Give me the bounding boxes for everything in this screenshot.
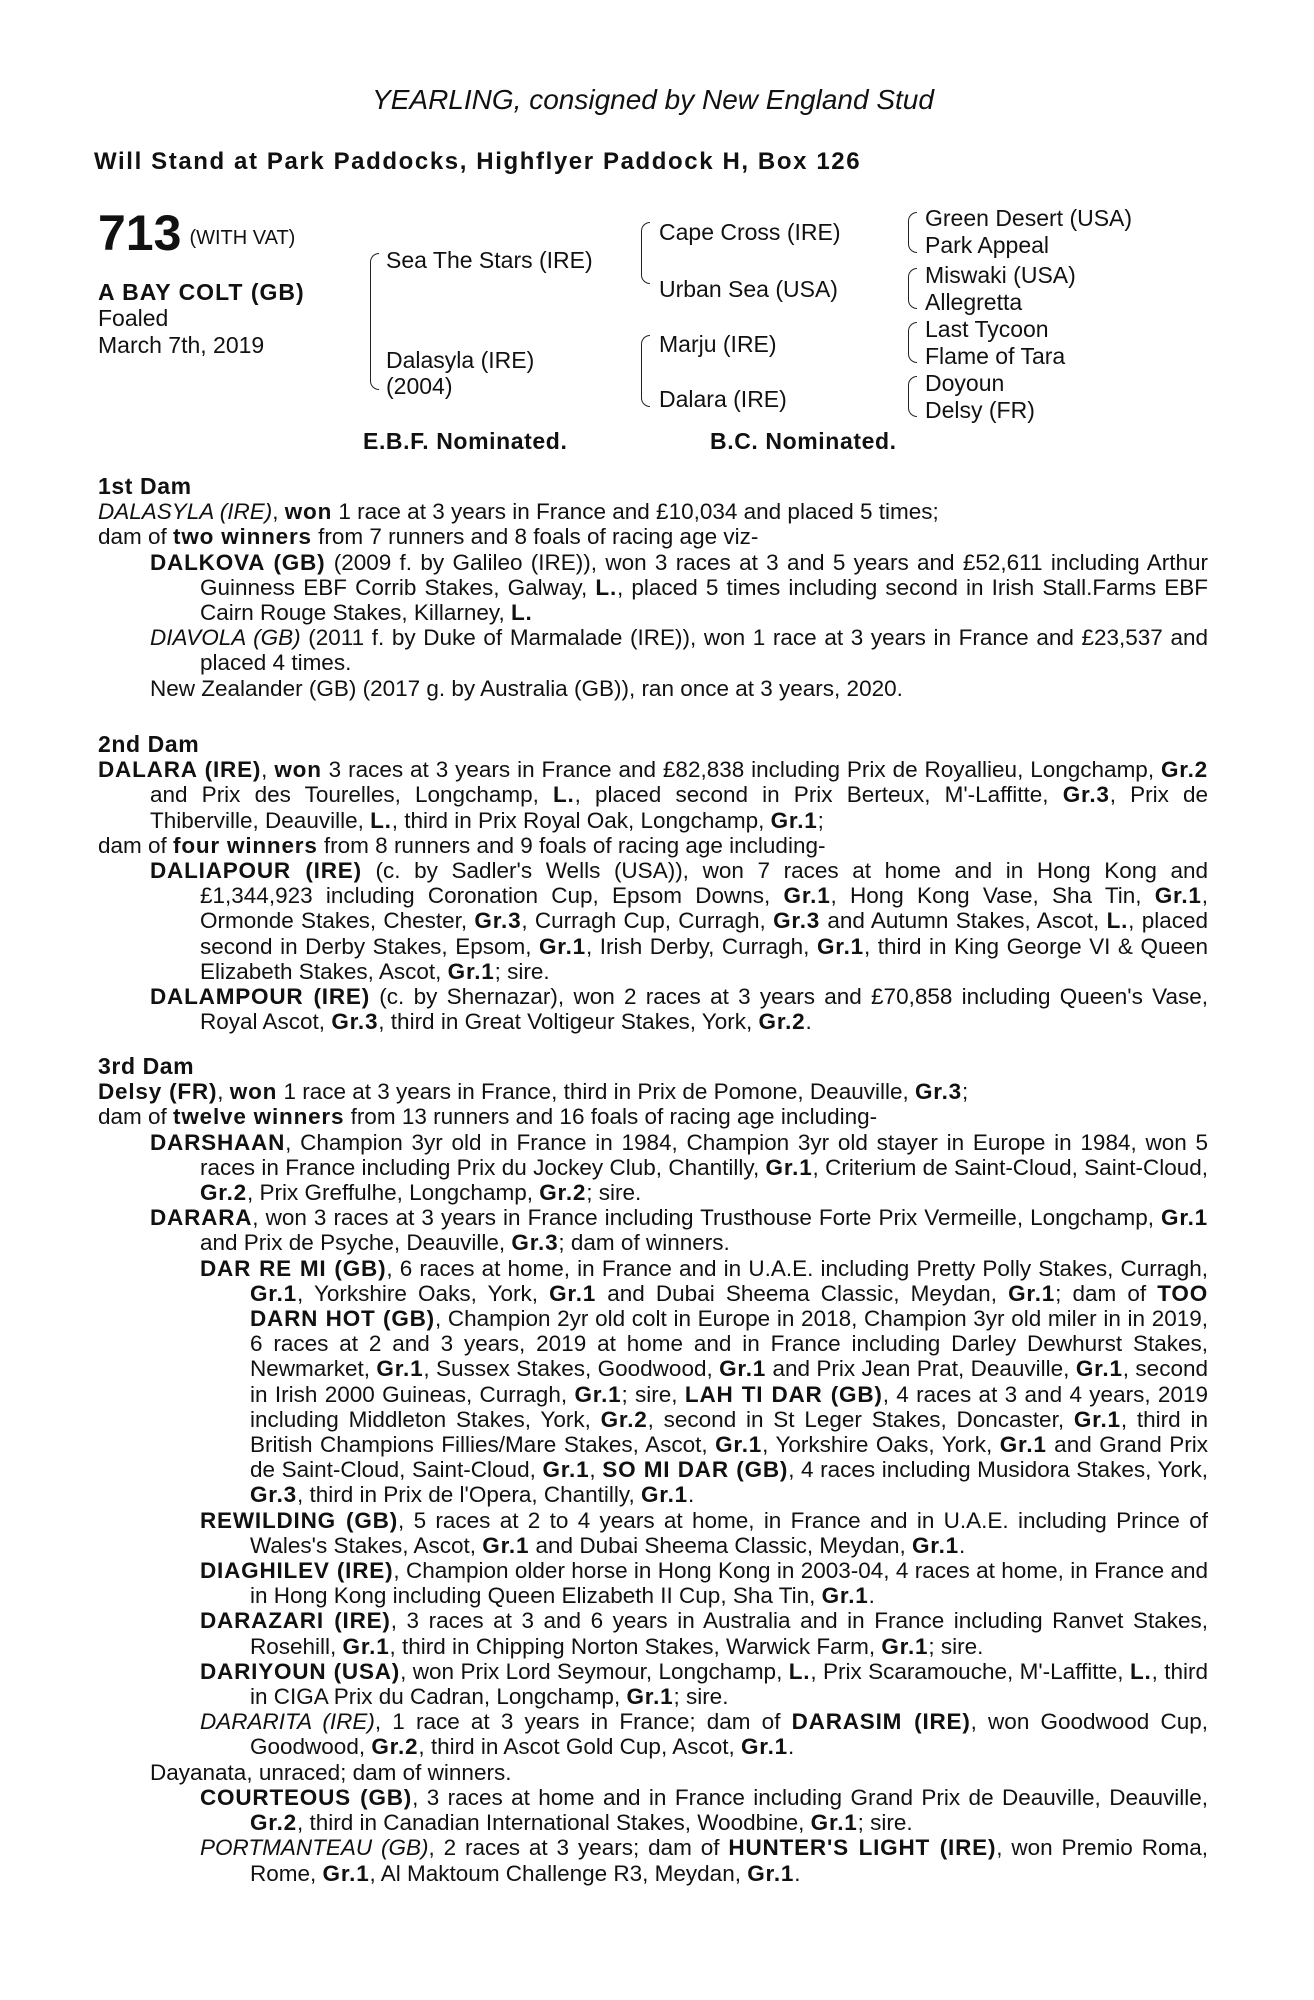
horse-name: HUNTER'S LIGHT (IRE) bbox=[728, 1835, 997, 1861]
dam-name: DALARA (IRE) bbox=[98, 757, 262, 783]
produce-entry: DALKOVA (GB) (2009 f. by Galileo (IRE)), won 3 races at 3 and 5 years and £52,611 including Arthur Guinness EBF Corrib Stakes, Galway, L., placed 5 times including second in Irish Stall.Farms EBF Cairn Rouge Stakes, Killarney, L. bbox=[150, 549, 1208, 626]
vat-note: (WITH VAT) bbox=[189, 227, 296, 249]
dam-year: (2004) bbox=[386, 373, 453, 399]
foaled-date: March 7th, 2019 bbox=[98, 332, 265, 358]
horse-name: REWILDING (GB) bbox=[200, 1507, 398, 1533]
second-dam-section bbox=[98, 732, 1208, 1034]
dam-name: Delsy (FR) bbox=[98, 1079, 218, 1105]
horse-name: PORTMANTEAU (GB) bbox=[200, 1835, 429, 1861]
ebf-nomination: E.B.F. Nominated. bbox=[363, 428, 568, 454]
pedigree-brace bbox=[908, 396, 917, 417]
produce-summary: dam of twelve winners from 13 runners and 16 foals of racing age including- bbox=[98, 1104, 878, 1130]
third-dam-section bbox=[98, 1054, 1208, 1886]
pedigree-brace bbox=[908, 322, 917, 343]
horse-name: DARSHAAN bbox=[150, 1129, 286, 1155]
produce-summary: dam of four winners from 8 runners and 9 foals of racing age including- bbox=[98, 832, 826, 858]
produce-entry: Dayanata, unraced; dam of winners. bbox=[150, 1759, 512, 1785]
produce-summary: dam of two winners from 7 runners and 8 foals of racing age viz- bbox=[98, 524, 759, 550]
descendant-entry: REWILDING (GB), 5 races at 2 to 4 years at home, in France and in U.A.E. including Prince of Wales's Stakes, Ascot, Gr.1 and Dubai Sheema Classic, Meydan, Gr.1. bbox=[200, 1507, 1208, 1558]
dam-record: Delsy (FR), won 1 race at 3 years in France, third in Prix de Pomone, Deauville, Gr.3; bbox=[98, 1079, 969, 1105]
dam-dam: Dalara (IRE) bbox=[659, 386, 787, 412]
produce-entry: DIAVOLA (GB) (2011 f. by Duke of Marmalade (IRE)), won 1 race at 3 years in France and £23,537 and placed 4 times. bbox=[150, 625, 1208, 676]
horse-name: LAH TI DAR (GB) bbox=[684, 1381, 883, 1407]
descendant-entry: DARARITA (IRE), 1 race at 3 years in France; dam of DARASIM (IRE), won Goodwood Cup, Goodwood, Gr.2, third in Ascot Gold Cup, Ascot, Gr.1. bbox=[200, 1709, 1209, 1760]
dam-name: Dalasyla (IRE) bbox=[386, 347, 535, 373]
sire-name: Sea The Stars (IRE) bbox=[386, 247, 593, 273]
horse-name: DIAGHILEV (IRE) bbox=[200, 1558, 394, 1584]
horse-name: DARAZARI (IRE) bbox=[200, 1608, 391, 1634]
horse-name: DARASIM (IRE) bbox=[791, 1709, 971, 1735]
pedigree-brace bbox=[641, 222, 650, 246]
foaled-block bbox=[98, 305, 264, 359]
foaled-label: Foaled bbox=[98, 305, 169, 331]
second-dam-heading: 2nd Dam bbox=[98, 731, 200, 757]
horse-name: DALAMPOUR (IRE) bbox=[150, 984, 371, 1010]
pedigree-brace bbox=[908, 342, 917, 363]
descendant-entry: COURTEOUS (GB), 3 races at home and in France including Grand Prix de Deauville, Deauville, Gr.2, third in Canadian International Stakes, Woodbine, Gr.1; sire. bbox=[200, 1784, 1208, 1836]
horse-name: DARARITA (IRE) bbox=[200, 1709, 375, 1735]
ggp-5: Last Tycoon bbox=[925, 316, 1049, 342]
ggp-4: Allegretta bbox=[925, 289, 1023, 315]
horse-name: DARARA bbox=[150, 1205, 253, 1231]
lot-description: A BAY COLT (GB) bbox=[98, 279, 305, 305]
produce-entry: DALIAPOUR (IRE) (c. by Sadler's Wells (USA)), won 7 races at home and in Hong Kong and £1,344,923 including Coronation Cup, Epsom Downs, Gr.1, Hong Kong Vase, Sha Tin, Gr.1, Ormonde Stakes, Chester, Gr.3, Curragh Cup, Curragh, Gr.3 and Autumn Stakes, Ascot, L., placed second in Derby Stakes, Epsom, Gr.1, Irish Derby, Curragh, Gr.1, third in King George VI & Queen Elizabeth Stakes, Ascot, Gr.1; sire. bbox=[150, 858, 1208, 984]
first-dam-heading: 1st Dam bbox=[98, 473, 192, 499]
ggp-1: Green Desert (USA) bbox=[925, 205, 1133, 231]
horse-name: DALKOVA (GB) bbox=[150, 549, 326, 575]
pedigree-brace bbox=[370, 253, 379, 319]
sire-dam: Urban Sea (USA) bbox=[659, 276, 838, 302]
ggp-7: Doyoun bbox=[925, 370, 1005, 396]
descendant-entry: PORTMANTEAU (GB), 2 races at 3 years; dam of HUNTER'S LIGHT (IRE), won Premio Roma, Rome, Gr.1, Al Maktoum Challenge R3, Meydan, Gr.1. bbox=[200, 1835, 1208, 1886]
horse-name: DALIAPOUR (IRE) bbox=[150, 858, 362, 884]
produce-entry: DALAMPOUR (IRE) (c. by Shernazar), won 2 races at 3 years and £70,858 including Queen's Vase, Royal Ascot, Gr.3, third in Great Voltigeur Stakes, York, Gr.2. bbox=[150, 984, 1208, 1035]
dam-name: DALASYLA (IRE) bbox=[98, 499, 273, 525]
dam-record: DALARA (IRE), won 3 races at 3 years in France and £82,838 including Prix de Royallieu, Longchamp, Gr.2 and Prix des Tourelles, Longchamp, L., placed second in Prix Berteux, M'-Laffitte, Gr.3, Prix de Thiberville, Deauville, L., third in Prix Royal Oak, Longchamp, Gr.1; bbox=[98, 757, 1208, 833]
ggp-2: Park Appeal bbox=[925, 232, 1050, 258]
third-dam-heading: 3rd Dam bbox=[98, 1053, 195, 1079]
descendant-entry: DARIYOUN (USA), won Prix Lord Seymour, Longchamp, L., Prix Scaramouche, M'-Laffitte, L., third in CIGA Prix du Cadran, Longchamp, Gr.1; sire. bbox=[200, 1658, 1209, 1710]
pedigree-brace bbox=[641, 370, 650, 407]
sire-sire: Cape Cross (IRE) bbox=[659, 219, 841, 245]
pedigree-brace bbox=[641, 245, 650, 284]
pedigree-brace bbox=[641, 335, 650, 371]
descendant-entry: DARAZARI (IRE), 3 races at 3 and 6 years in Australia and in France including Ranvet Stakes, Rosehill, Gr.1, third in Chipping Norton Stakes, Warwick Farm, Gr.1; sire. bbox=[200, 1608, 1209, 1659]
pedigree-brace bbox=[908, 268, 917, 289]
produce-entry: DARSHAAN, Champion 3yr old in France in 1984, Champion 3yr old stayer in Europe in 1984, won 5 races in France including Prix du Jockey Club, Chantilly, Gr.1, Criterium de Saint-Cloud, Saint-Cloud, Gr.2, Prix Greffulhe, Longchamp, Gr.2; sire. bbox=[150, 1129, 1208, 1206]
pedigree-brace bbox=[370, 318, 379, 390]
won-label: won bbox=[284, 499, 333, 525]
horse-name: TOO DARN HOT (GB) bbox=[250, 1280, 1209, 1332]
horse-name: SO MI DAR (GB) bbox=[602, 1457, 789, 1483]
ggp-3: Miswaki (USA) bbox=[925, 262, 1076, 288]
pedigree-brace bbox=[908, 376, 917, 397]
descendant-entry: DAR RE MI (GB), 6 races at home, in France and in U.A.E. including Pretty Polly Stakes, Curragh, Gr.1, Yorkshire Oaks, York, Gr.1 and Dubai Sheema Classic, Meydan, Gr.1; dam of TOO DARN HOT (GB), Champion 2yr old colt in Europe in 2018, Champion 3yr old miler in in 2019, 6 races at 2 and 3 years, 2019 at home and in France including Darley Dewhurst Stakes, Newmarket, Gr.1, Sussex Stakes, Goodwood, Gr.1 and Prix Jean Prat, Deauville, Gr.1, second in Irish 2000 Guineas, Curragh, Gr.1; sire, LAH TI DAR (GB), 4 races at 3 and 4 years, 2019 including Middleton Stakes, York, Gr.2, second in St Leger Stakes, Doncaster, Gr.1, third in British Champions Fillies/Mare Stakes, Ascot, Gr.1, Yorkshire Oaks, York, Gr.1 and Grand Prix de Saint-Cloud, Saint-Cloud, Gr.1, SO MI DAR (GB), 4 races including Musidora Stakes, York, Gr.3, third in Prix de l'Opera, Chantilly, Gr.1. bbox=[200, 1255, 1209, 1508]
pedigree-brace bbox=[908, 212, 917, 233]
lot-heading bbox=[98, 204, 295, 262]
descendant-entry: DIAGHILEV (IRE), Champion older horse in Hong Kong in 2003-04, 4 races at home, in France and in Hong Kong including Queen Elizabeth II Cup, Sha Tin, Gr.1. bbox=[200, 1558, 1208, 1609]
horse-name: DIAVOLA (GB) bbox=[150, 625, 301, 651]
stabling-location: Will Stand at Park Paddocks, Highflyer Paddock H, Box 126 bbox=[94, 148, 862, 175]
pedigree-brace bbox=[908, 288, 917, 309]
horse-name: COURTEOUS (GB) bbox=[200, 1784, 413, 1810]
pedigree-brace bbox=[908, 232, 917, 253]
dam-record: DALASYLA (IRE), won 1 race at 3 years in France and £10,034 and placed 5 times; bbox=[98, 499, 939, 525]
horse-name: DAR RE MI (GB) bbox=[200, 1255, 387, 1281]
ggp-6: Flame of Tara bbox=[925, 343, 1066, 369]
produce-entry: DARARA, won 3 races at 3 years in France including Trusthouse Forte Prix Vermeille, Longchamp, Gr.1 and Prix de Psyche, Deauville, Gr.3; dam of winners. bbox=[150, 1205, 1208, 1256]
produce-entry: New Zealander (GB) (2017 g. by Australia (GB)), ran once at 3 years, 2020. bbox=[150, 675, 903, 701]
dam-sire: Marju (IRE) bbox=[659, 331, 777, 357]
bc-nomination: B.C. Nominated. bbox=[710, 428, 897, 454]
page-title: YEARLING, consigned by New England Stud bbox=[372, 84, 934, 115]
lot-number: 713 bbox=[98, 205, 182, 261]
ggp-8: Delsy (FR) bbox=[925, 397, 1035, 423]
horse-name: DARIYOUN (USA) bbox=[200, 1658, 401, 1684]
first-dam-section bbox=[98, 474, 1208, 701]
